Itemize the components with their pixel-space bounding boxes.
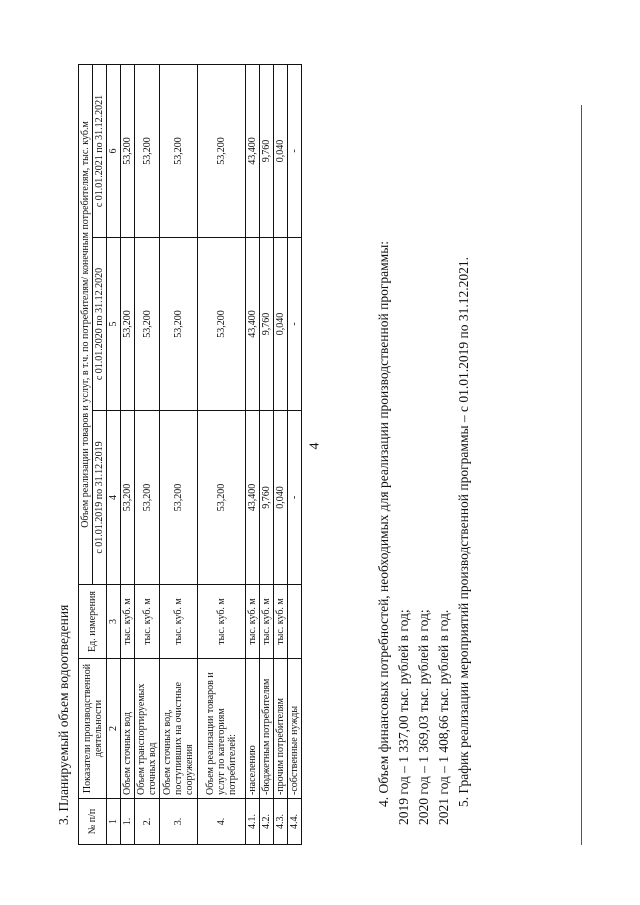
row-value-2021: 0,040 — [274, 64, 288, 237]
row-num: 2. — [135, 799, 160, 845]
row-name: -населению — [246, 659, 260, 799]
header-2020: с 01.01.2020 по 31.12.2020 — [93, 238, 107, 411]
row-value-2019: 53,200 — [198, 411, 246, 585]
header-2019: с 01.01.2019 по 31.12.2019 — [93, 411, 107, 585]
row-num: 4.2. — [260, 799, 274, 845]
row-value-2019: 53,200 — [160, 411, 198, 585]
row-num: 4.4. — [288, 799, 302, 845]
row-value-2019: 43,400 — [246, 411, 260, 585]
row-value-2019: - — [288, 411, 302, 585]
row-unit: тыс. куб. м — [198, 585, 246, 659]
index-cell: 3 — [107, 585, 121, 659]
rotated-document — [56, 65, 596, 845]
row-value-2019: 53,200 — [135, 411, 160, 585]
table-row — [121, 64, 135, 844]
row-value-2019: 53,200 — [121, 411, 135, 585]
row-num: 4.1. — [246, 799, 260, 845]
section-3-title: 3. Планируемый объем водоотведения — [56, 604, 71, 825]
header-2021: с 01.01.2021 по 31.12.2021 — [93, 64, 107, 237]
row-name: -бюджетным потребителям — [260, 659, 274, 799]
row-value-2020: 53,200 — [160, 238, 198, 411]
row-unit: тыс. куб. м — [121, 585, 135, 659]
table-row — [246, 64, 260, 844]
row-value-2020: 0,040 — [274, 238, 288, 411]
index-cell: 1 — [107, 799, 121, 845]
table-index-row — [107, 64, 121, 844]
row-unit: тыс. куб. м — [274, 585, 288, 659]
row-value-2021: - — [288, 64, 302, 237]
row-value-2021: 53,200 — [121, 64, 135, 237]
row-unit: тыс. куб. м — [160, 585, 198, 659]
row-name: Объем транспортируемых сточных вод — [135, 659, 160, 799]
row-value-2021: 53,200 — [198, 64, 246, 237]
table-row — [288, 64, 302, 844]
row-value-2020: - — [288, 238, 302, 411]
bottom-rule-line — [581, 105, 582, 845]
header-indicator: Показатели производственной деятельности — [79, 659, 107, 799]
row-value-2021: 53,200 — [135, 64, 160, 237]
table-row — [160, 64, 198, 844]
financial-section — [374, 241, 474, 825]
row-name: -собственные нужды — [288, 659, 302, 799]
row-value-2019: 9,760 — [260, 411, 274, 585]
row-value-2020: 53,200 — [135, 238, 160, 411]
row-name: Объем сточных вод, поступивших на очистные сооружения — [160, 659, 198, 799]
index-cell: 5 — [107, 238, 121, 411]
table-header-row — [79, 64, 93, 844]
section-4-title: 4. Объем финансовых потребностей, необходимых для реализации производственной программы: — [376, 240, 391, 807]
table-row — [198, 64, 246, 844]
row-unit: тыс. куб. м — [260, 585, 274, 659]
row-name: -прочим потребителям — [274, 659, 288, 799]
table-row — [274, 64, 288, 844]
row-unit: тыс. куб. м — [135, 585, 160, 659]
row-value-2021: 43,400 — [246, 64, 260, 237]
row-num: 1. — [121, 799, 135, 845]
row-value-2021: 53,200 — [160, 64, 198, 237]
header-num: № п/п — [79, 799, 107, 845]
row-value-2020: 9,760 — [260, 238, 274, 411]
row-value-2021: 9,760 — [260, 64, 274, 237]
row-value-2020: 53,200 — [198, 238, 246, 411]
header-unit: Ед. измерения — [79, 585, 107, 659]
row-value-2020: 43,400 — [246, 238, 260, 411]
plan-table — [78, 64, 302, 845]
row-unit — [288, 585, 302, 659]
row-value-2019: 0,040 — [274, 411, 288, 585]
table-row — [260, 64, 274, 844]
row-name: Объем реализации товаров и услуг по категориям потребителей: — [198, 659, 246, 799]
finance-line-2021: 2021 год – 1 408,66 тыс. рублей в год. — [436, 609, 451, 825]
header-volume-group: Объем реализации товаров и услуг, в т.ч. по потребителям/ конечным потребителям, тыс. куб.м — [79, 64, 93, 584]
row-num: 4. — [198, 799, 246, 845]
index-cell: 6 — [107, 64, 121, 237]
index-cell: 4 — [107, 411, 121, 585]
finance-line-2019: 2019 год – 1 337,00 тыс. рублей в год; — [396, 609, 411, 825]
row-num: 3. — [160, 799, 198, 845]
index-cell: 2 — [107, 659, 121, 799]
page-number: 4 — [307, 442, 323, 450]
row-num: 4.3. — [274, 799, 288, 845]
section-5-title: 5. График реализации мероприятий производственной программы – с 01.01.2019 по 31.12.2021. — [456, 256, 471, 807]
table-row — [135, 64, 160, 844]
row-value-2020: 53,200 — [121, 238, 135, 411]
finance-line-2020: 2020 год – 1 369,03 тыс. рублей в год; — [416, 609, 431, 825]
row-name: Объем сточных вод — [121, 659, 135, 799]
row-unit: тыс. куб. м — [246, 585, 260, 659]
